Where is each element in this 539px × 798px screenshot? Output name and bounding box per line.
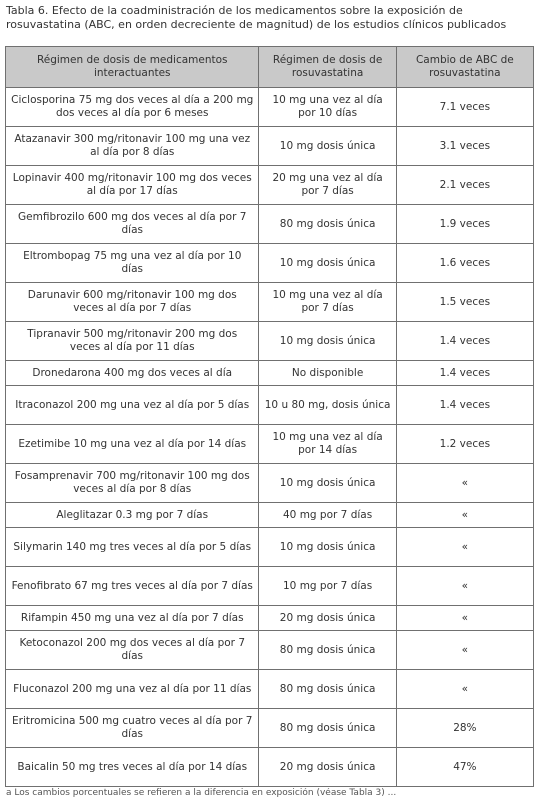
cell-rosuvastatin-dose: 10 mg dosis única — [259, 322, 396, 361]
cell-auc-change: « — [396, 464, 533, 503]
cell-drug: Eritromicina 500 mg cuatro veces al día por 7 días — [6, 709, 259, 748]
table-row — [6, 606, 534, 631]
header-rosuvastatin-dose: Régimen de dosis de rosuvastatina — [259, 47, 396, 88]
cell-rosuvastatin-dose: 20 mg dosis única — [259, 748, 396, 787]
cell-drug: Atazanavir 300 mg/ritonavir 100 mg una vez al día por 8 días — [6, 127, 259, 166]
table-row — [6, 127, 534, 166]
cell-auc-change: 1.5 veces — [396, 283, 533, 322]
cell-drug: Darunavir 600 mg/ritonavir 100 mg dos veces al día por 7 días — [6, 283, 259, 322]
cell-drug: Fenofibrato 67 mg tres veces al día por 7 días — [6, 567, 259, 606]
table-row — [6, 386, 534, 425]
cell-rosuvastatin-dose: 10 mg por 7 días — [259, 567, 396, 606]
cell-rosuvastatin-dose: 80 mg dosis única — [259, 709, 396, 748]
cell-auc-change: « — [396, 606, 533, 631]
cell-auc-change: 28% — [396, 709, 533, 748]
cell-drug: Tipranavir 500 mg/ritonavir 200 mg dos veces al día por 11 días — [6, 322, 259, 361]
cell-auc-change: 1.9 veces — [396, 205, 533, 244]
table-row — [6, 748, 534, 787]
cell-rosuvastatin-dose: 10 mg una vez al día por 7 días — [259, 283, 396, 322]
cell-drug: Gemfibrozilo 600 mg dos veces al día por 7 días — [6, 205, 259, 244]
table-row — [6, 709, 534, 748]
cell-drug: Fluconazol 200 mg una vez al día por 11 días — [6, 670, 259, 709]
cell-auc-change: 1.4 veces — [396, 322, 533, 361]
table-row — [6, 503, 534, 528]
cell-auc-change: 1.4 veces — [396, 361, 533, 386]
cell-auc-change: « — [396, 528, 533, 567]
table-row — [6, 166, 534, 205]
cell-rosuvastatin-dose: 10 mg una vez al día por 14 días — [259, 425, 396, 464]
table-row — [6, 88, 534, 127]
cell-auc-change: « — [396, 631, 533, 670]
cell-rosuvastatin-dose: 10 mg dosis única — [259, 464, 396, 503]
cell-drug: Baicalin 50 mg tres veces al día por 14 días — [6, 748, 259, 787]
cell-rosuvastatin-dose: 10 mg dosis única — [259, 244, 396, 283]
table-row — [6, 283, 534, 322]
table-row — [6, 244, 534, 283]
cell-rosuvastatin-dose: No disponible — [259, 361, 396, 386]
cell-drug: Aleglitazar 0.3 mg por 7 días — [6, 503, 259, 528]
cell-auc-change: 1.4 veces — [396, 386, 533, 425]
cell-drug: Ketoconazol 200 mg dos veces al día por 7 días — [6, 631, 259, 670]
cell-rosuvastatin-dose: 80 mg dosis única — [259, 631, 396, 670]
table-row — [6, 205, 534, 244]
table-row — [6, 670, 534, 709]
cell-drug: Rifampin 450 mg una vez al día por 7 días — [6, 606, 259, 631]
cell-auc-change: « — [396, 503, 533, 528]
table-footnote: a Los cambios porcentuales se refieren a la diferencia en exposición (véase Tabla 3) ... — [6, 788, 397, 798]
cell-rosuvastatin-dose: 20 mg dosis única — [259, 606, 396, 631]
cell-drug: Dronedarona 400 mg dos veces al día — [6, 361, 259, 386]
cell-rosuvastatin-dose: 40 mg por 7 días — [259, 503, 396, 528]
cell-auc-change: 2.1 veces — [396, 166, 533, 205]
cell-rosuvastatin-dose: 10 mg dosis única — [259, 127, 396, 166]
cell-drug: Silymarin 140 mg tres veces al día por 5 días — [6, 528, 259, 567]
cell-rosuvastatin-dose: 80 mg dosis única — [259, 670, 396, 709]
cell-drug: Fosamprenavir 700 mg/ritonavir 100 mg dos veces al día por 8 días — [6, 464, 259, 503]
cell-auc-change: 1.2 veces — [396, 425, 533, 464]
cell-auc-change: 7.1 veces — [396, 88, 533, 127]
header-auc-change: Cambio de ABC de rosuvastatina — [396, 47, 533, 88]
cell-auc-change: « — [396, 670, 533, 709]
header-interacting-drug: Régimen de dosis de medicamentos interactuantes — [6, 47, 259, 88]
cell-drug: Eltrombopag 75 mg una vez al día por 10 días — [6, 244, 259, 283]
cell-auc-change: « — [396, 567, 533, 606]
table-row — [6, 528, 534, 567]
cell-rosuvastatin-dose: 10 mg una vez al día por 10 días — [259, 88, 396, 127]
table-row — [6, 631, 534, 670]
cell-rosuvastatin-dose: 10 u 80 mg, dosis única — [259, 386, 396, 425]
cell-auc-change: 47% — [396, 748, 533, 787]
table-header-row — [6, 47, 534, 88]
cell-rosuvastatin-dose: 10 mg dosis única — [259, 528, 396, 567]
cell-rosuvastatin-dose: 20 mg una vez al día por 7 días — [259, 166, 396, 205]
cell-drug: Ezetimibe 10 mg una vez al día por 14 días — [6, 425, 259, 464]
table-row — [6, 322, 534, 361]
cell-rosuvastatin-dose: 80 mg dosis única — [259, 205, 396, 244]
interaction-table — [5, 46, 534, 787]
table-caption: Tabla 6. Efecto de la coadministración de los medicamentos sobre la exposición de rosuvastatina (ABC, en orden decreciente de magnitud) de los estudios clínicos publicados — [6, 4, 507, 31]
table-row — [6, 464, 534, 503]
cell-drug: Ciclosporina 75 mg dos veces al día a 200 mg dos veces al día por 6 meses — [6, 88, 259, 127]
cell-drug: Itraconazol 200 mg una vez al día por 5 días — [6, 386, 259, 425]
table-row — [6, 361, 534, 386]
table-row — [6, 567, 534, 606]
cell-drug: Lopinavir 400 mg/ritonavir 100 mg dos veces al día por 17 días — [6, 166, 259, 205]
cell-auc-change: 1.6 veces — [396, 244, 533, 283]
cell-auc-change: 3.1 veces — [396, 127, 533, 166]
table-row — [6, 425, 534, 464]
